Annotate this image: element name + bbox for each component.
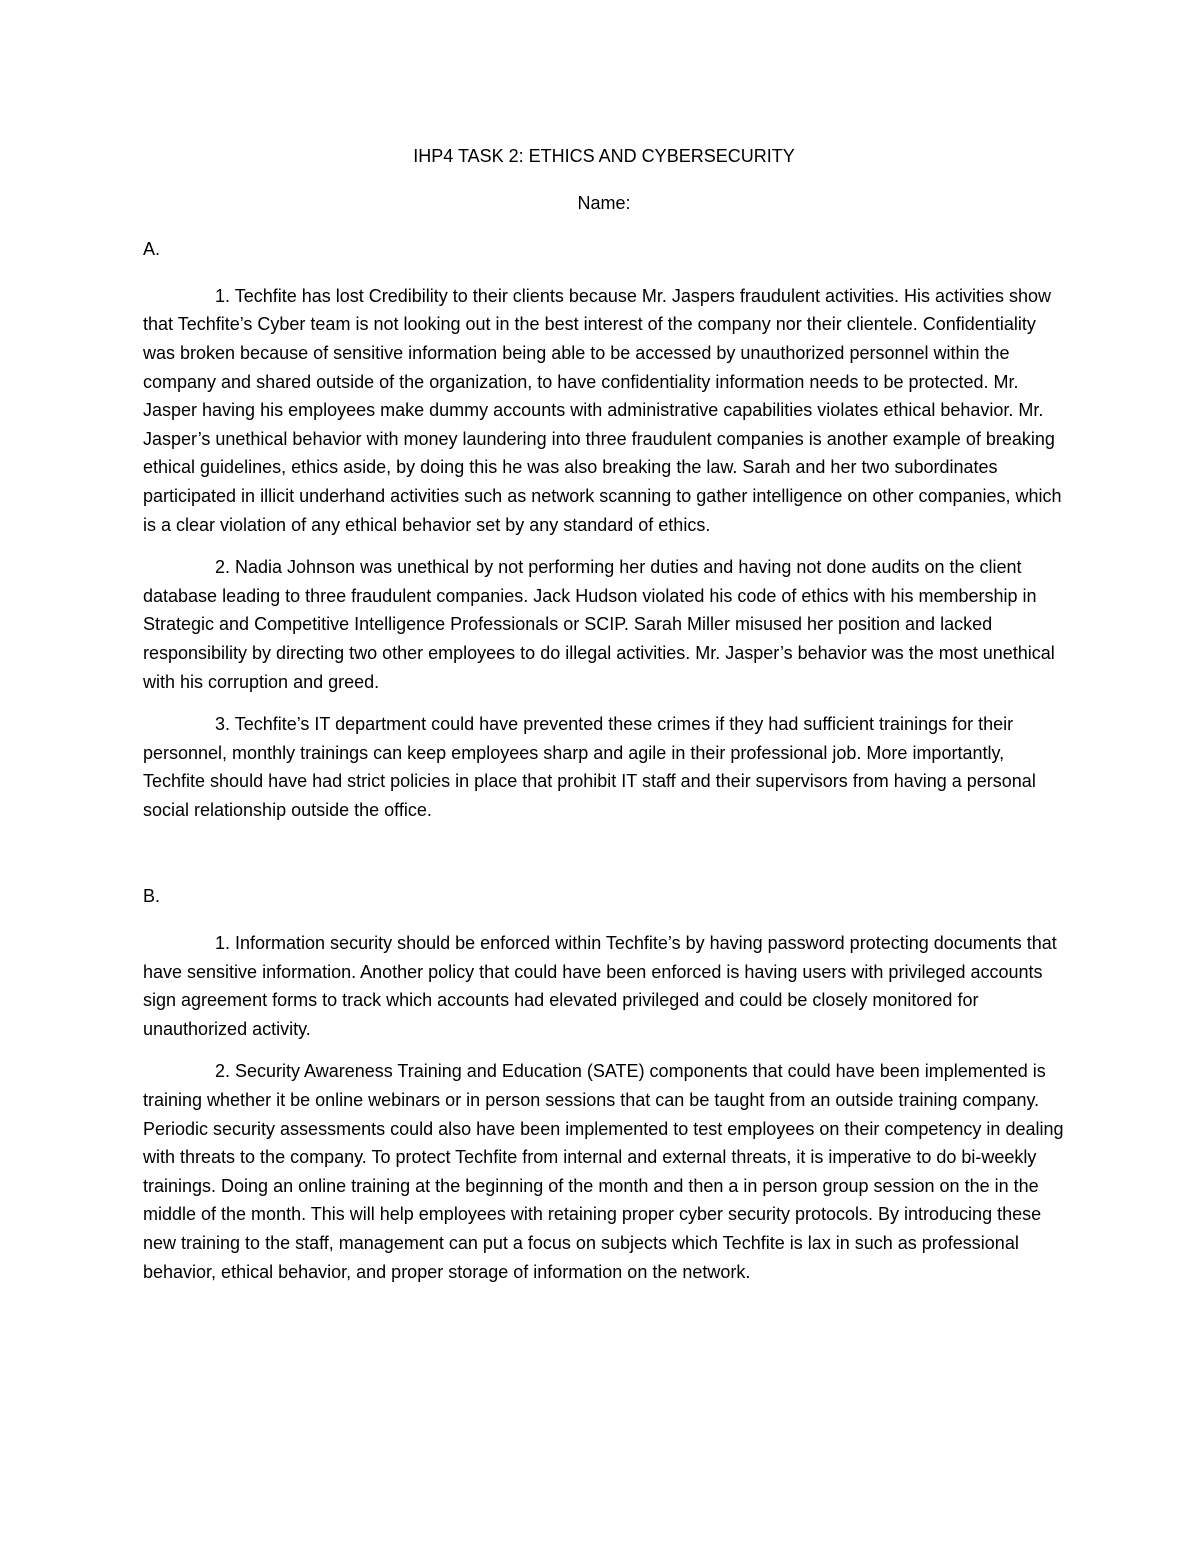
section-label-a: A. — [143, 239, 161, 260]
document-title: IHP4 TASK 2: ETHICS AND CYBERSECURITY — [413, 146, 795, 166]
paragraph-b2: 2. Security Awareness Training and Education (SATE) components that could have been implemented is training whether it be online webinars or in person sessions that can be taught from an outside training company. Periodic security assessments could also have been implemented to test employees on their competency in dealing with threats to the company. To protect Techfite from internal and external threats, it is imperative to do bi-weekly trainings. Doing an online training at the beginning of the month and then a in person group session on the in the middle of the month. This will help employees with retaining proper cyber security protocols. By introducing these new training to the staff, management can put a focus on subjects which Techfite is lax in such as professional behavior, ethical behavior, and proper storage of information on the network. — [143, 1061, 1064, 1282]
name-label: Name: — [577, 192, 631, 213]
paragraph-a3: 3. Techfite’s IT department could have prevented these crimes if they had sufficient trainings for their personnel, monthly trainings can keep employees sharp and agile in their professional job. More importantly, Techfite should have had strict policies in place that prohibit IT staff and their supervisors from having a personal social relationship outside the office. — [143, 714, 1036, 820]
paragraph-b1: 1. Information security should be enforced within Techfite’s by having password protecting documents that have sensitive information. Another policy that could have been enforced is having users with privileged accounts sign agreement forms to track which accounts had elevated privileged and could be closely monitored for unauthorized activity. — [143, 933, 1057, 1039]
document-body — [143, 142, 1065, 1300]
paragraph-a2: 2. Nadia Johnson was unethical by not performing her duties and having not done audits on the client database leading to three fraudulent companies. Jack Hudson violated his code of ethics with his membership in Strategic and Competitive Intelligence Professionals or SCIP. Sarah Miller misused her position and lacked responsibility by directing two other employees to do illegal activities. Mr. Jasper’s behavior was the most unethical with his corruption and greed. — [143, 557, 1055, 692]
paragraph-a1: 1. Techfite has lost Credibility to their clients because Mr. Jaspers fraudulent activities. His activities show that Techfite’s Cyber team is not looking out in the best interest of the company nor their clientele. Confidentiality was broken because of sensitive information being able to be accessed by unauthorized personnel within the company and shared outside of the organization, to have confidentiality information needs to be protected. Mr. Jasper having his employees make dummy accounts with administrative capabilities violates ethical behavior. Mr. Jasper’s unethical behavior with money laundering into three fraudulent companies is another example of breaking ethical guidelines, ethics aside, by doing this he was also breaking the law. Sarah and her two subordinates participated in illicit underhand activities such as network scanning to gather intelligence on other companies, which is a clear violation of any ethical behavior set by any standard of ethics. — [143, 285, 1062, 535]
section-spacer — [143, 838, 1065, 882]
section-label-b: B. — [143, 886, 161, 907]
